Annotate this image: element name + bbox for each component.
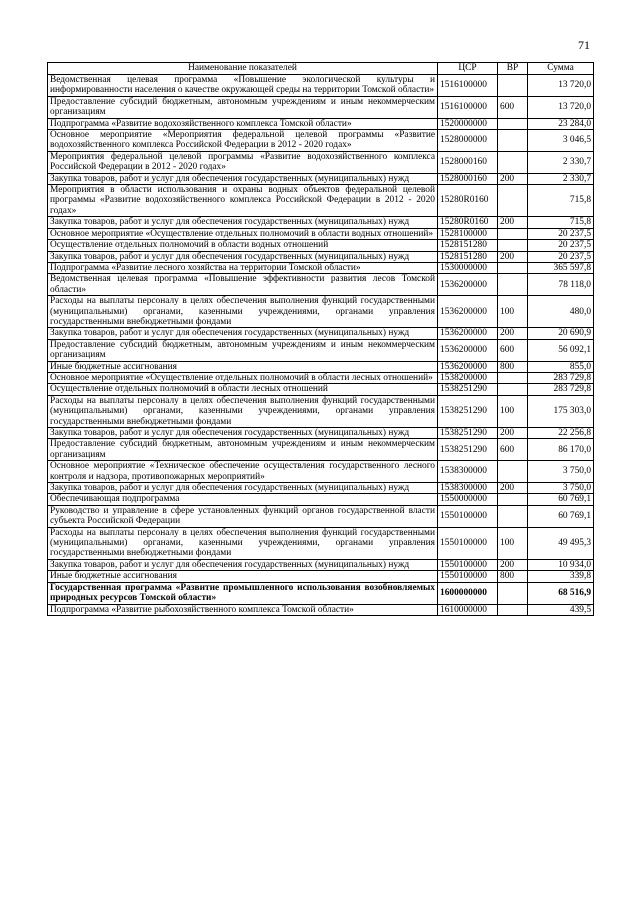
row-code: 1538251290 bbox=[438, 395, 498, 427]
row-code: 1538251290 bbox=[438, 439, 498, 461]
table-row bbox=[48, 428, 594, 439]
row-name: Подпрограмма «Развитие водохозяйственного комплекса Томской области» bbox=[48, 118, 438, 129]
table-row bbox=[48, 274, 594, 296]
row-name: Обеспечивающая подпрограмма bbox=[48, 494, 438, 505]
row-vr: 200 bbox=[498, 559, 528, 570]
row-sum: 715,8 bbox=[528, 217, 594, 228]
table-row bbox=[48, 395, 594, 427]
table-row bbox=[48, 505, 594, 527]
row-name: Закупка товаров, работ и услуг для обеспечения государственных (муниципальных) нужд bbox=[48, 251, 438, 262]
row-name: Основное мероприятие «Мероприятия федеральной целевой программы «Развитие водохозяйственного комплекса Российской Федерации в 2012 - 2020 годах» bbox=[48, 130, 438, 152]
row-code: 1536200000 bbox=[438, 328, 498, 339]
row-vr: 600 bbox=[498, 439, 528, 461]
table-body bbox=[48, 75, 594, 616]
row-sum: 3 750,0 bbox=[528, 461, 594, 483]
row-vr bbox=[498, 185, 528, 217]
row-name: Основное мероприятие «Техническое обеспечение осуществления государственного лесного контроля и надзора, противопожарных мероприятий» bbox=[48, 461, 438, 483]
row-vr bbox=[498, 372, 528, 383]
row-vr bbox=[498, 384, 528, 395]
table-header-row bbox=[48, 63, 594, 75]
row-code: 1536200000 bbox=[438, 361, 498, 372]
row-sum: 60 769,1 bbox=[528, 505, 594, 527]
row-sum: 855,0 bbox=[528, 361, 594, 372]
row-vr bbox=[498, 274, 528, 296]
row-vr bbox=[498, 151, 528, 173]
row-sum: 68 516,9 bbox=[528, 582, 594, 604]
row-code: 1550100000 bbox=[438, 571, 498, 582]
row-code: 1528151280 bbox=[438, 251, 498, 262]
row-name: Расходы на выплаты персоналу в целях обеспечения выполнения функций государственными (муниципальными) органами, казенными учреждениями, органами управления государственными внебюджетными фондами bbox=[48, 527, 438, 559]
row-sum: 439,5 bbox=[528, 604, 594, 615]
row-code: 1610000000 bbox=[438, 604, 498, 615]
row-vr bbox=[498, 118, 528, 129]
row-code: 1600000000 bbox=[438, 582, 498, 604]
row-vr: 200 bbox=[498, 217, 528, 228]
header-sum: Сумма bbox=[528, 63, 594, 75]
row-name: Ведомственная целевая программа «Повышение эффективности развития лесов Томской области» bbox=[48, 274, 438, 296]
table-row bbox=[48, 494, 594, 505]
header-vr: ВР bbox=[498, 63, 528, 75]
row-code: 1520000000 bbox=[438, 118, 498, 129]
row-sum: 175 303,0 bbox=[528, 395, 594, 427]
row-code: 1536200000 bbox=[438, 274, 498, 296]
row-name: Мероприятия в области использования и охраны водных объектов федеральной целевой программы «Развитие водохозяйственного комплекса Российской Федерации в 2012 - 2020 годах» bbox=[48, 185, 438, 217]
row-vr: 200 bbox=[498, 251, 528, 262]
row-vr bbox=[498, 262, 528, 273]
row-sum: 20 690,9 bbox=[528, 328, 594, 339]
row-sum: 13 720,0 bbox=[528, 96, 594, 118]
row-name: Ведомственная целевая программа «Повышение экологической культуры и информированности населения о качестве окружающей среды на территории Томской области» bbox=[48, 75, 438, 97]
row-code: 1528000160 bbox=[438, 151, 498, 173]
row-vr bbox=[498, 75, 528, 97]
row-vr bbox=[498, 130, 528, 152]
row-code: 1528151280 bbox=[438, 240, 498, 251]
row-vr: 200 bbox=[498, 428, 528, 439]
row-code: 1516100000 bbox=[438, 75, 498, 97]
table-row bbox=[48, 262, 594, 273]
row-sum: 20 237,5 bbox=[528, 251, 594, 262]
row-code: 1550100000 bbox=[438, 527, 498, 559]
row-sum: 339,8 bbox=[528, 571, 594, 582]
row-vr: 100 bbox=[498, 296, 528, 328]
row-name: Осуществление отдельных полномочий в области лесных отношений bbox=[48, 384, 438, 395]
row-name: Мероприятия федеральной целевой программы «Развитие водохозяйственного комплекса Российской Федерации в 2012 - 2020 годах» bbox=[48, 151, 438, 173]
table-row bbox=[48, 173, 594, 184]
row-name: Закупка товаров, работ и услуг для обеспечения государственных (муниципальных) нужд bbox=[48, 428, 438, 439]
row-code: 15280R0160 bbox=[438, 185, 498, 217]
row-name: Иные бюджетные ассигнования bbox=[48, 571, 438, 582]
row-name: Государственная программа «Развитие промышленного использования возобновляемых природных ресурсов Томской области» bbox=[48, 582, 438, 604]
table-row bbox=[48, 571, 594, 582]
row-vr: 800 bbox=[498, 361, 528, 372]
table-row bbox=[48, 75, 594, 97]
table-row bbox=[48, 328, 594, 339]
row-sum: 3 750,0 bbox=[528, 483, 594, 494]
row-sum: 78 118,0 bbox=[528, 274, 594, 296]
table-row bbox=[48, 461, 594, 483]
table-row bbox=[48, 228, 594, 239]
row-code: 1550000000 bbox=[438, 494, 498, 505]
header-name: Наименование показателей bbox=[48, 63, 438, 75]
row-vr bbox=[498, 494, 528, 505]
row-code: 1528000160 bbox=[438, 173, 498, 184]
row-vr bbox=[498, 228, 528, 239]
table-row bbox=[48, 604, 594, 615]
row-vr: 100 bbox=[498, 395, 528, 427]
row-name: Предоставление субсидий бюджетным, автономным учреждениям и иным некоммерческим организациям bbox=[48, 339, 438, 361]
row-name: Иные бюджетные ассигнования bbox=[48, 361, 438, 372]
row-name: Закупка товаров, работ и услуг для обеспечения государственных (муниципальных) нужд bbox=[48, 559, 438, 570]
table-row bbox=[48, 339, 594, 361]
table-row bbox=[48, 296, 594, 328]
header-code: ЦСР bbox=[438, 63, 498, 75]
row-vr: 200 bbox=[498, 173, 528, 184]
table-row bbox=[48, 527, 594, 559]
row-vr: 200 bbox=[498, 328, 528, 339]
row-sum: 283 729,8 bbox=[528, 384, 594, 395]
row-name: Закупка товаров, работ и услуг для обеспечения государственных (муниципальных) нужд bbox=[48, 483, 438, 494]
row-code: 1536200000 bbox=[438, 296, 498, 328]
table-row bbox=[48, 130, 594, 152]
row-code: 1538200000 bbox=[438, 372, 498, 383]
row-sum: 60 769,1 bbox=[528, 494, 594, 505]
table-row bbox=[48, 151, 594, 173]
row-name: Подпрограмма «Развитие лесного хозяйства на территории Томской области» bbox=[48, 262, 438, 273]
row-name: Руководство и управление в сфере установленных функций органов государственной власти субъекта Российской Федерации bbox=[48, 505, 438, 527]
row-name: Закупка товаров, работ и услуг для обеспечения государственных (муниципальных) нужд bbox=[48, 173, 438, 184]
table-row bbox=[48, 251, 594, 262]
row-sum: 20 237,5 bbox=[528, 228, 594, 239]
table-row bbox=[48, 439, 594, 461]
row-sum: 22 256,8 bbox=[528, 428, 594, 439]
row-vr bbox=[498, 604, 528, 615]
row-sum: 2 330,7 bbox=[528, 173, 594, 184]
row-code: 1528100000 bbox=[438, 228, 498, 239]
row-sum: 13 720,0 bbox=[528, 75, 594, 97]
row-sum: 23 284,0 bbox=[528, 118, 594, 129]
table-row bbox=[48, 384, 594, 395]
row-code: 1516100000 bbox=[438, 96, 498, 118]
table-row bbox=[48, 185, 594, 217]
table-row bbox=[48, 559, 594, 570]
table-row bbox=[48, 118, 594, 129]
table-row bbox=[48, 240, 594, 251]
row-name: Расходы на выплаты персоналу в целях обеспечения выполнения функций государственными (муниципальными) органами, казенными учреждениями, органами управления государственными внебюджетными фондами bbox=[48, 296, 438, 328]
row-vr: 200 bbox=[498, 483, 528, 494]
row-code: 1528000000 bbox=[438, 130, 498, 152]
row-name: Закупка товаров, работ и услуг для обеспечения государственных (муниципальных) нужд bbox=[48, 217, 438, 228]
row-code: 15280R0160 bbox=[438, 217, 498, 228]
row-sum: 86 170,0 bbox=[528, 439, 594, 461]
row-code: 1550100000 bbox=[438, 505, 498, 527]
row-name: Предоставление субсидий бюджетным, автономным учреждениям и иным некоммерческим организациям bbox=[48, 96, 438, 118]
row-sum: 283 729,8 bbox=[528, 372, 594, 383]
row-vr: 100 bbox=[498, 527, 528, 559]
row-code: 1538251290 bbox=[438, 384, 498, 395]
row-sum: 365 597,8 bbox=[528, 262, 594, 273]
row-sum: 715,8 bbox=[528, 185, 594, 217]
page-number: 71 bbox=[578, 38, 590, 52]
row-sum: 3 046,5 bbox=[528, 130, 594, 152]
table-row bbox=[48, 217, 594, 228]
row-sum: 56 092,1 bbox=[528, 339, 594, 361]
row-code: 1530000000 bbox=[438, 262, 498, 273]
row-name: Подпрограмма «Развитие рыбохозяйственного комплекса Томской области» bbox=[48, 604, 438, 615]
table-row bbox=[48, 96, 594, 118]
table-row bbox=[48, 582, 594, 604]
row-name: Осуществление отдельных полномочий в области водных отношений bbox=[48, 240, 438, 251]
row-code: 1538251290 bbox=[438, 428, 498, 439]
row-vr bbox=[498, 582, 528, 604]
table-row bbox=[48, 483, 594, 494]
row-sum: 2 330,7 bbox=[528, 151, 594, 173]
row-code: 1550100000 bbox=[438, 559, 498, 570]
row-name: Основное мероприятие «Осуществление отдельных полномочий в области водных отношений» bbox=[48, 228, 438, 239]
row-sum: 49 495,3 bbox=[528, 527, 594, 559]
row-name: Предоставление субсидий бюджетным, автономным учреждениям и иным некоммерческим организациям bbox=[48, 439, 438, 461]
table-row bbox=[48, 372, 594, 383]
row-code: 1538300000 bbox=[438, 461, 498, 483]
table-row bbox=[48, 361, 594, 372]
row-vr bbox=[498, 461, 528, 483]
row-vr: 600 bbox=[498, 339, 528, 361]
row-sum: 10 934,0 bbox=[528, 559, 594, 570]
row-vr bbox=[498, 240, 528, 251]
row-code: 1536200000 bbox=[438, 339, 498, 361]
row-vr: 800 bbox=[498, 571, 528, 582]
row-name: Расходы на выплаты персоналу в целях обеспечения выполнения функций государственными (муниципальными) органами, казенными учреждениями, органами управления государственными внебюджетными фондами bbox=[48, 395, 438, 427]
row-sum: 480,0 bbox=[528, 296, 594, 328]
budget-table bbox=[47, 62, 594, 616]
row-code: 1538300000 bbox=[438, 483, 498, 494]
row-vr bbox=[498, 505, 528, 527]
row-vr: 600 bbox=[498, 96, 528, 118]
row-sum: 20 237,5 bbox=[528, 240, 594, 251]
row-name: Основное мероприятие «Осуществление отдельных полномочий в области лесных отношений» bbox=[48, 372, 438, 383]
row-name: Закупка товаров, работ и услуг для обеспечения государственных (муниципальных) нужд bbox=[48, 328, 438, 339]
